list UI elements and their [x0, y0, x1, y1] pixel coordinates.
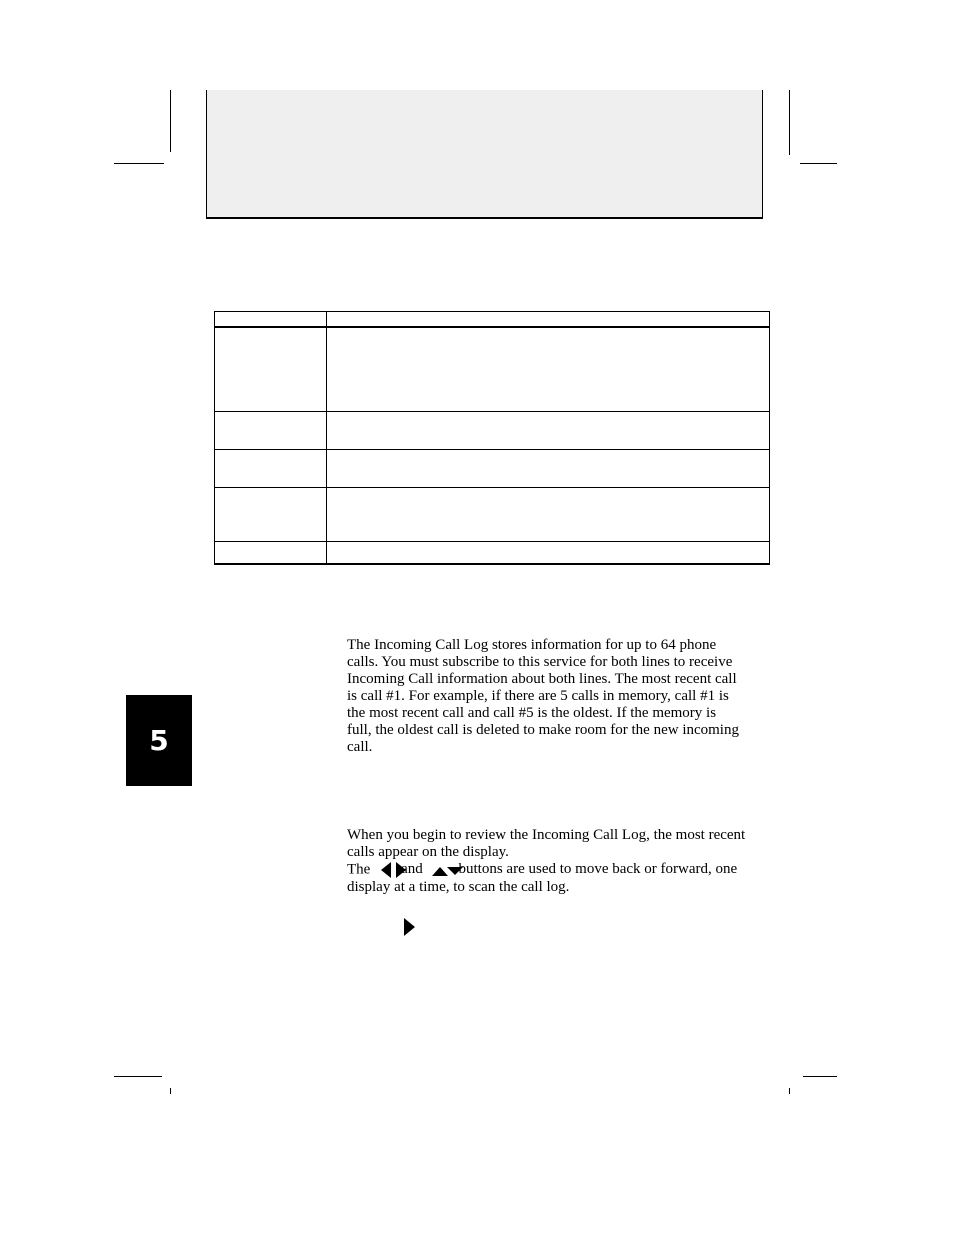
text-and: and: [401, 861, 423, 878]
table-cell: [327, 488, 770, 542]
crop-mark-top-right-vertical: [789, 90, 790, 155]
table-header-row: [215, 312, 770, 327]
table-row: [215, 542, 770, 564]
chapter-tab: [126, 695, 192, 786]
crop-mark-bottom-right-horizontal: [803, 1076, 837, 1077]
paragraph-line: calls. You must subscribe to this service for both lines to receive: [347, 654, 733, 670]
table-cell: [215, 450, 327, 488]
crop-mark-top-left-vertical: [170, 90, 171, 152]
table-cell: [215, 327, 327, 412]
table-row: [215, 327, 770, 412]
paragraph-line: When you begin to review the Incoming Call Log, the most recent: [347, 827, 746, 843]
table-cell: [215, 412, 327, 450]
table-cell: [327, 327, 770, 412]
paragraph-line: [347, 861, 772, 879]
crop-mark-bottom-right-vertical: [789, 1088, 790, 1094]
text-buttons-used: buttons are used to move back or forward, one: [458, 861, 738, 878]
incoming-call-log-description: [347, 637, 772, 756]
table-cell: [327, 542, 770, 564]
crop-mark-top-left-horizontal: [114, 163, 164, 164]
text-the: The: [347, 861, 371, 878]
paragraph-line: Incoming Call information about both lines. The most recent call: [347, 671, 737, 687]
table-cell: [215, 312, 327, 327]
table-cell: [215, 542, 327, 564]
paragraph-line: The Incoming Call Log stores information for up to 64 phone: [347, 637, 717, 653]
table-row: [215, 412, 770, 450]
table-cell: [327, 450, 770, 488]
table-cell: [215, 488, 327, 542]
table-cell: [327, 412, 770, 450]
feature-table: [214, 311, 770, 565]
paragraph-line: call.: [347, 739, 373, 755]
table-row: [215, 488, 770, 542]
paragraph-line: display at a time, to scan the call log.: [347, 879, 570, 895]
chapter-tab-number: 5: [149, 724, 169, 757]
crop-mark-bottom-left-vertical: [170, 1088, 171, 1094]
paragraph-line: calls appear on the display.: [347, 844, 509, 860]
paragraph-line: is call #1. For example, if there are 5 calls in memory, call #1 is: [347, 688, 729, 704]
crop-mark-bottom-left-horizontal: [114, 1076, 162, 1077]
table-row: [215, 450, 770, 488]
paragraph-line: full, the oldest call is deleted to make room for the new incoming: [347, 722, 739, 738]
review-call-log-instructions: [347, 827, 772, 896]
crop-mark-top-right-horizontal: [800, 163, 837, 164]
paragraph-line: the most recent call and call #5 is the oldest. If the memory is: [347, 705, 717, 721]
chapter-header-box: [206, 90, 763, 219]
right-arrow-icon: [402, 917, 416, 937]
table-cell: [327, 312, 770, 327]
